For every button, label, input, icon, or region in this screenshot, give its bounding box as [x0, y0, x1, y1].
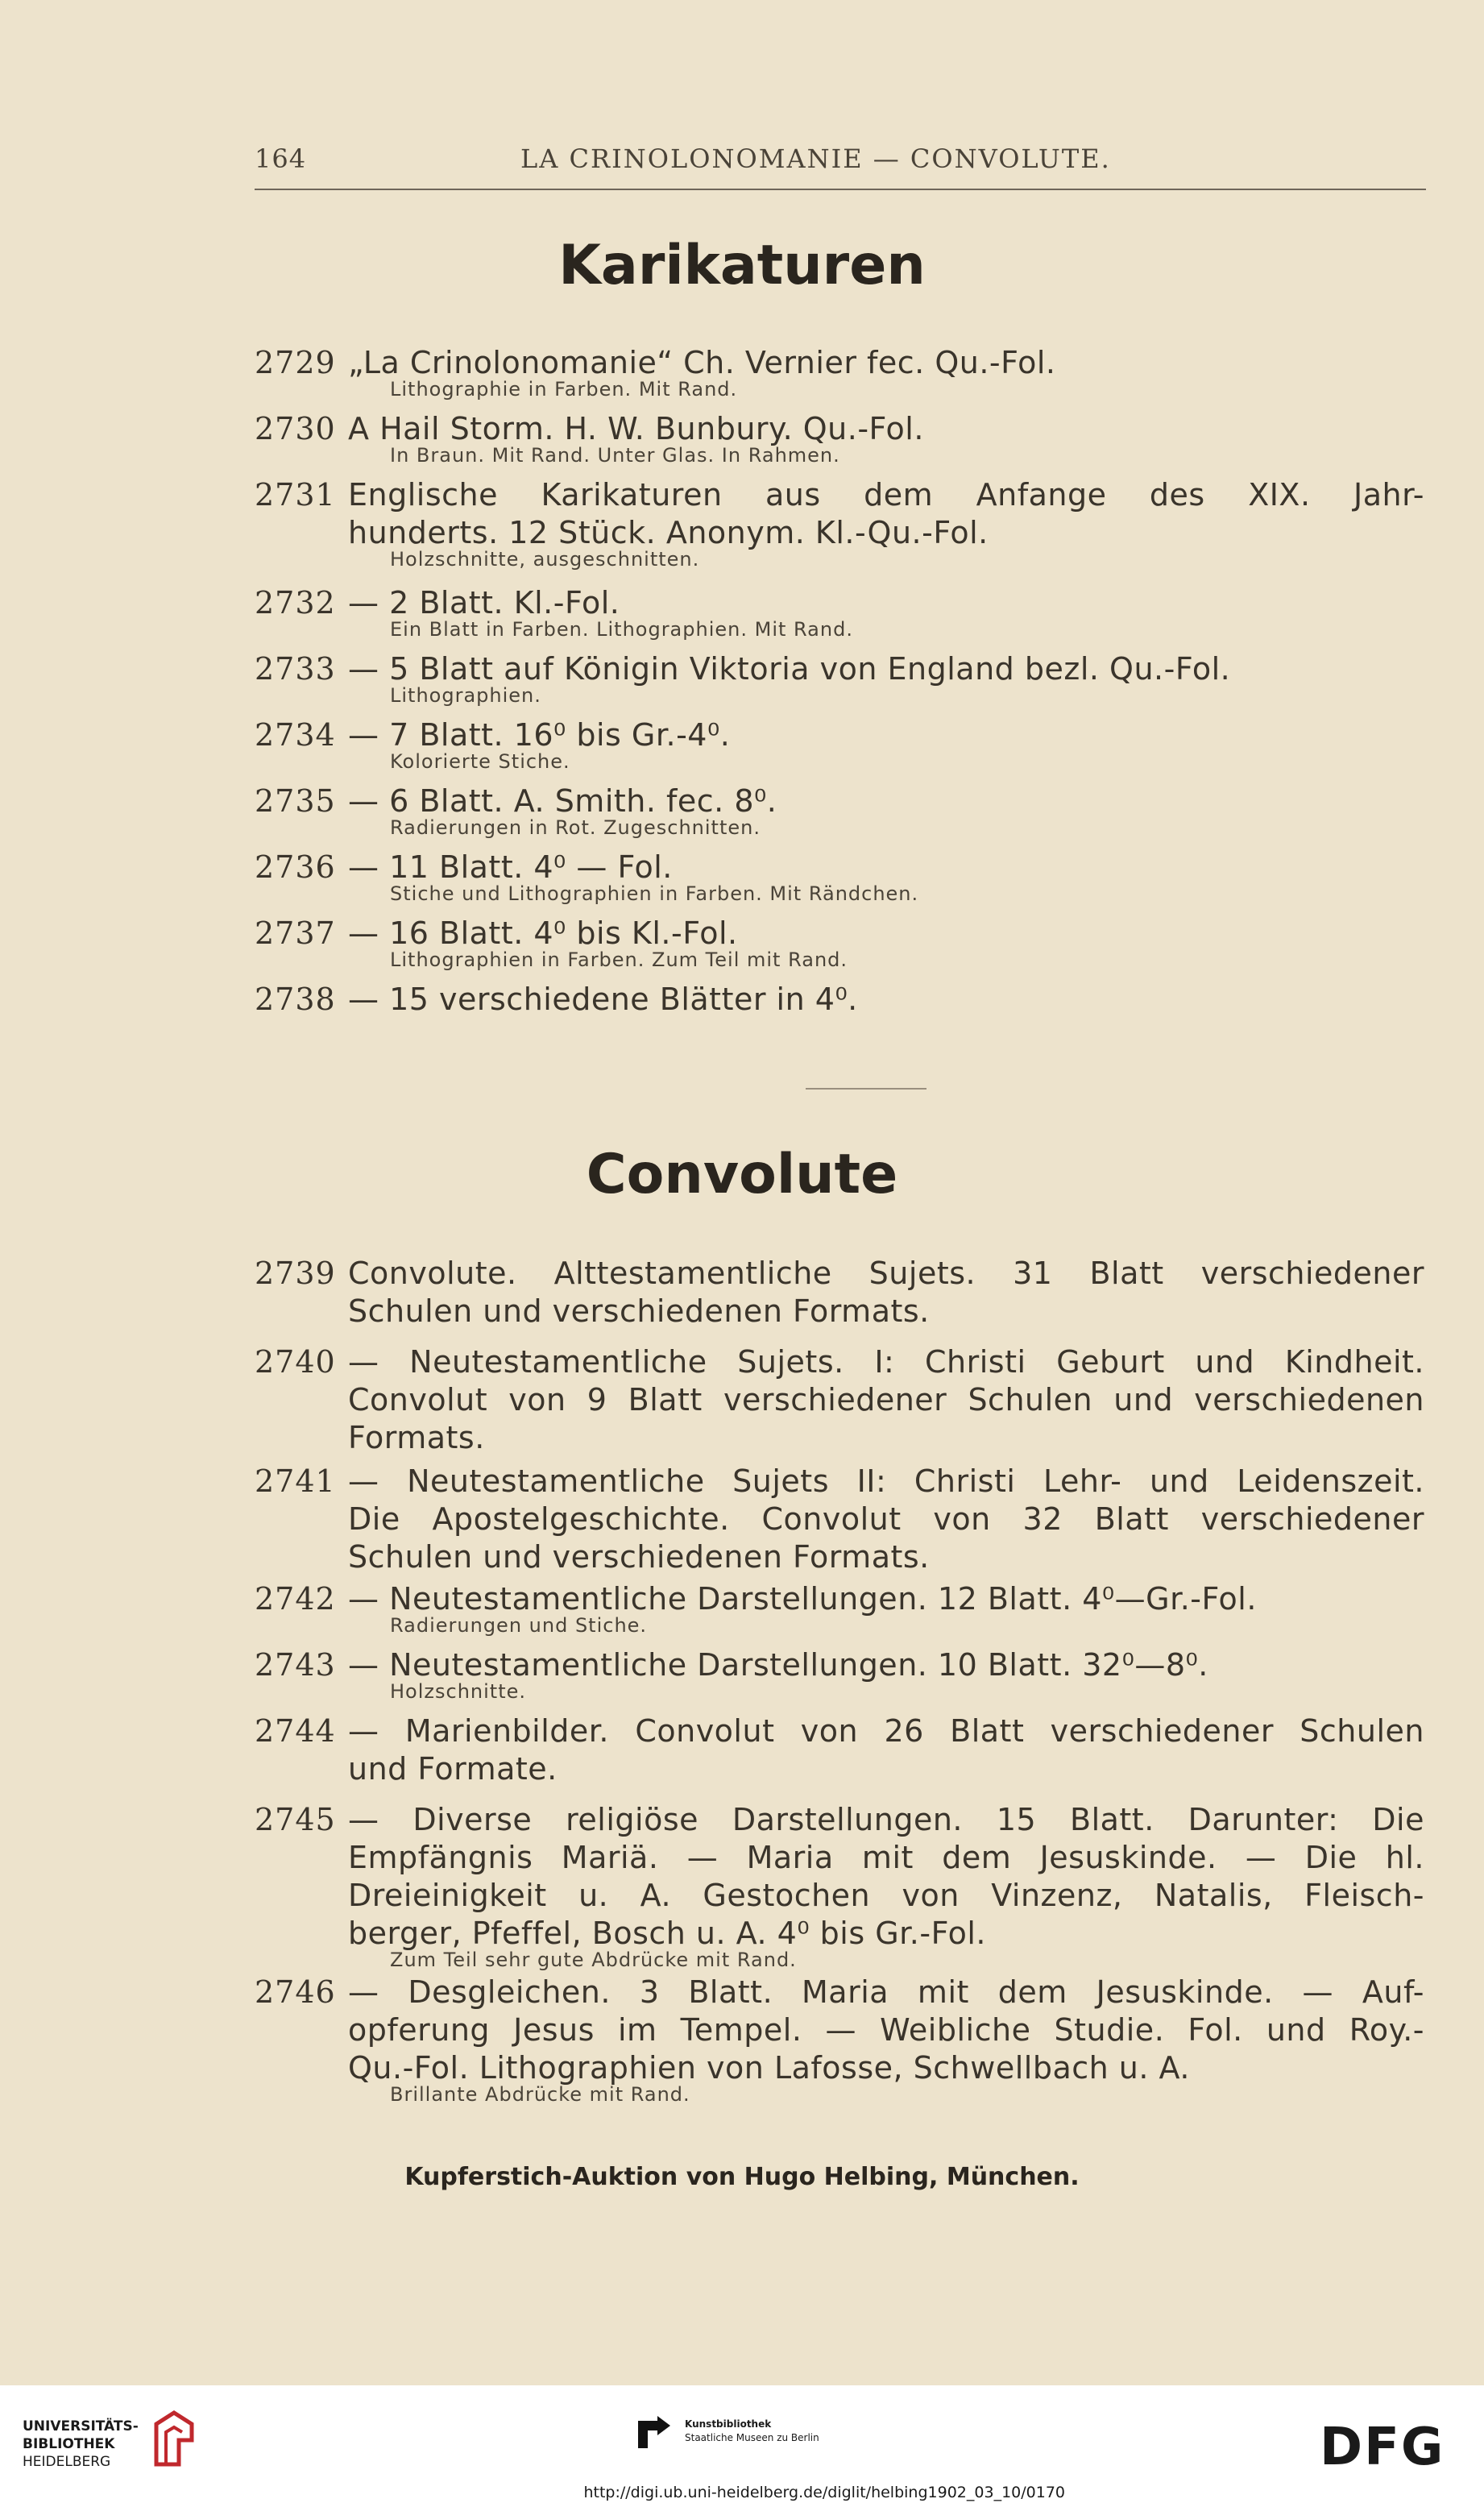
- lot-number: 2742: [255, 1581, 336, 1617]
- permalink-url[interactable]: http://digi.ub.uni-heidelberg.de/diglit/helbing1902_03_10/0170: [583, 2484, 1065, 2501]
- entry-text-line: Dreieinigkeit u. A. Gestochen von Vinzenz, Natalis, Fleisch-: [348, 1878, 1424, 1913]
- dfg-logo[interactable]: DFG: [1320, 2418, 1445, 2477]
- entry-note: In Braun. Mit Rand. Unter Glas. In Rahmen.: [390, 444, 840, 467]
- entry-text-line: Englische Karikaturen aus dem Anfange des XIX. Jahr-: [348, 477, 1424, 513]
- entry-text-line: Qu.-Fol. Lithographien von Lafosse, Schwellbach u. A.: [348, 2050, 1190, 2086]
- entry-text-line: — Diverse religiöse Darstellungen. 15 Blatt. Darunter: Die: [348, 1802, 1424, 1837]
- entry-note: Zum Teil sehr gute Abdrücke mit Rand.: [390, 1949, 797, 1971]
- entry-text-line: — Neutestamentliche Darstellungen. 12 Blatt. 4⁰—Gr.-Fol.: [348, 1581, 1257, 1617]
- entry-note: Lithographien in Farben. Zum Teil mit Rand.: [390, 948, 848, 971]
- lot-number: 2731: [255, 477, 336, 513]
- entry-text-line: — 15 verschiedene Blätter in 4⁰.: [348, 982, 858, 1017]
- lot-number: 2741: [255, 1463, 336, 1499]
- page-number: 164: [255, 143, 307, 174]
- lot-number: 2736: [255, 849, 336, 885]
- entry-text-line: — 6 Blatt. A. Smith. fec. 8⁰.: [348, 783, 777, 819]
- lot-number: 2734: [255, 717, 336, 753]
- entry-text-line: — 11 Blatt. 4⁰ — Fol.: [348, 849, 673, 885]
- entry-text-line: — 5 Blatt auf Königin Viktoria von England bezl. Qu.-Fol.: [348, 651, 1231, 687]
- entry-note: Radierungen und Stiche.: [390, 1614, 648, 1637]
- lot-number: 2746: [255, 1974, 336, 2010]
- entry-note: Lithographien.: [390, 684, 541, 707]
- entry-text-line: Schulen und verschiedenen Formats.: [348, 1539, 930, 1575]
- lot-number: 2743: [255, 1647, 336, 1683]
- running-header: [255, 143, 1111, 174]
- section-heading-convolute: Convolute: [586, 1143, 898, 1206]
- entry-text-line: — 16 Blatt. 4⁰ bis Kl.-Fol.: [348, 915, 738, 951]
- entry-note: Holzschnitte.: [390, 1680, 526, 1703]
- lot-number: 2739: [255, 1256, 336, 1291]
- entry-text-line: hunderts. 12 Stück. Anonym. Kl.-Qu.-Fol.: [348, 515, 989, 550]
- entry-text-line: Formats.: [348, 1420, 485, 1455]
- entry-note: Brillante Abdrücke mit Rand.: [390, 2083, 690, 2106]
- lot-number: 2729: [255, 345, 336, 380]
- entry-text-line: berger, Pfeffel, Bosch u. A. 4⁰ bis Gr.-Fol.: [348, 1916, 986, 1951]
- digitization-bar: [0, 2385, 1484, 2503]
- ub-line3: HEIDELBERG: [23, 2454, 111, 2470]
- kb-line1: Kunstbibliothek: [685, 2418, 772, 2430]
- lot-number: 2737: [255, 915, 336, 951]
- entry-text-line: opferung Jesus im Tempel. — Weibliche Studie. Fol. und Roy.-: [348, 2012, 1424, 2048]
- entry-note: Radierungen in Rot. Zugeschnitten.: [390, 816, 761, 839]
- entry-text-line: — Neutestamentliche Sujets II: Christi Lehr- und Leidenszeit.: [348, 1463, 1424, 1499]
- auction-footer: Kupferstich-Auktion von Hugo Helbing, München.: [404, 2163, 1080, 2191]
- entry-text-line: „La Crinolonomanie“ Ch. Vernier fec. Qu.-Fol.: [348, 345, 1056, 380]
- entry-text-line: — Neutestamentliche Sujets. I: Christi Geburt und Kindheit.: [348, 1344, 1424, 1380]
- entry-text-line: Convolute. Alttestamentliche Sujets. 31 Blatt verschiedener: [348, 1256, 1424, 1291]
- lot-number: 2744: [255, 1713, 336, 1749]
- ub-heidelberg-label[interactable]: [23, 2418, 139, 2471]
- entry-text-line: — 2 Blatt. Kl.-Fol.: [348, 585, 620, 621]
- header-rule: [255, 189, 1426, 190]
- entry-note: Kolorierte Stiche.: [390, 750, 570, 773]
- entry-text-line: — Marienbilder. Convolut von 26 Blatt verschiedener Schulen: [348, 1713, 1424, 1749]
- section-divider: [806, 1088, 926, 1090]
- running-title: LA CRINOLONOMANIE — CONVOLUTE.: [520, 143, 1111, 174]
- entry-text-line: Schulen und verschiedenen Formats.: [348, 1293, 930, 1329]
- lot-number: 2732: [255, 585, 336, 621]
- ub-line2: BIBLIOTHEK: [23, 2436, 115, 2452]
- kunstbibliothek-icon: [635, 2414, 674, 2450]
- entry-text-line: A Hail Storm. H. W. Bunbury. Qu.-Fol.: [348, 411, 924, 446]
- entry-text-line: Die Apostelgeschichte. Convolut von 32 Blatt verschiedener: [348, 1501, 1424, 1537]
- section-heading-karikaturen: Karikaturen: [558, 234, 926, 297]
- lot-number: 2733: [255, 651, 336, 687]
- lot-number: 2735: [255, 783, 336, 819]
- lot-number: 2745: [255, 1802, 336, 1837]
- entry-text-line: — Neutestamentliche Darstellungen. 10 Blatt. 32⁰—8⁰.: [348, 1647, 1208, 1683]
- entry-note: Stiche und Lithographien in Farben. Mit Rändchen.: [390, 882, 919, 905]
- entry-text-line: und Formate.: [348, 1751, 558, 1787]
- ub-line1: UNIVERSITÄTS-: [23, 2418, 139, 2435]
- entry-note: Lithographie in Farben. Mit Rand.: [390, 378, 738, 401]
- entry-note: Ein Blatt in Farben. Lithographien. Mit Rand.: [390, 618, 853, 641]
- kb-line2: Staatliche Museen zu Berlin: [685, 2432, 819, 2443]
- entry-text-line: — 7 Blatt. 16⁰ bis Gr.-4⁰.: [348, 717, 731, 753]
- entry-text-line: — Desgleichen. 3 Blatt. Maria mit dem Jesuskinde. — Auf-: [348, 1974, 1424, 2010]
- entry-note: Holzschnitte, ausgeschnitten.: [390, 548, 700, 571]
- entry-text-line: Convolut von 9 Blatt verschiedener Schulen und verschiedenen: [348, 1382, 1424, 1418]
- lot-number: 2738: [255, 982, 336, 1017]
- lot-number: 2730: [255, 411, 336, 446]
- entry-text-line: Empfängnis Mariä. — Maria mit dem Jesuskinde. — Die hl.: [348, 1840, 1424, 1875]
- ub-logo-icon[interactable]: [150, 2408, 198, 2468]
- lot-number: 2740: [255, 1344, 336, 1380]
